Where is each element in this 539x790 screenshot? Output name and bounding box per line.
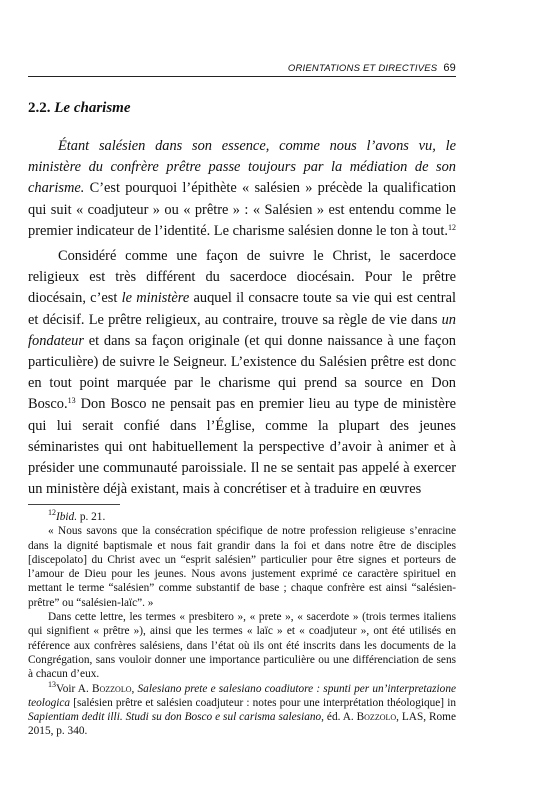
footnotes [28,510,456,739]
paragraph-2-text-b: auquel il consacre toute sa vie qui est central et décisif. Le prêtre religieux, au contraire, trouve sa règle de vie dans [28,290,456,328]
footnote-12-page: p. 21. [77,511,106,523]
section-number: 2.2. [28,100,51,116]
footnote-13-title-b: Sapientiam dedit illi. Studi su don Bosco e sul carisma salesiano [28,711,322,724]
page-number: 69 [443,62,456,74]
footnote-13-text-a: Voir A. [56,682,92,695]
paragraph-2-text-a: Considéré comme une façon de suivre le Christ, le sacerdoce religieux est très différent du sacerdoce diocésain. Pour le prêtre diocésain, c’est [28,248,456,307]
section-title: Le charisme [54,100,131,116]
paragraph-2 [28,246,456,500]
paragraph-1 [28,136,456,242]
footnote-13-text-c: [salésien prêtre et salésien coadjuteur : notes pour une interprétation théologique] in [70,696,456,709]
footnote-13 [28,679,456,739]
footnote-13-author-a: Bozzolo [91,682,132,695]
footnote-12-comment: Dans cette lettre, les termes « presbitero », « prete », « sacerdote » (trois termes italiens qui signifient « prêtre »), ainsi que les termes « laïc » et « coadjuteur », ont été utilisés en référence aux confrères salésiens, dans l’état où ils ont été inscrits dans les documents de la Congrégation, sans vouloir donner une importance particulière ou une différenciation de sens à chacun d’eux. [28,611,456,681]
footnote-13-title-a: Salesiano prete e salesiano coadiutore : spunti per un’interpretazione teologica [28,682,456,709]
footnote-12 [28,510,456,524]
header-rule [28,76,456,77]
footnote-13-text-d: , éd. A. [321,711,357,724]
paragraph-2-text-c: et dans sa façon originale (et qui donne naissance à une façon particulière) de suivre le Seigneur. L’existence du Salésien prêtre est donc en tout point marquée par le charisme qui prend sa source en Don Bosco. [28,332,456,413]
footnote-12-quote: « Nous savons que la consécration spécifique de notre profession religieuse s’enracine dans la dignité baptismale et nous fait grandir dans la foi et dans notre être de disciples [discepolato] du Christ avec un “esprit salésien” particulier pour être signes et porteurs de l’amour de Dieu pour les jeunes. Nous avons justement exprimé ce caractère spirituel en mettant le terme “salésien” comme substantif de base ; chaque confrère est ainsi “salésien-prêtre” ou “salésien-laïc”. » [28,525,456,609]
paragraph-1-italic: Étant salésien dans son essence, comme nous l’avons vu, le ministère du confrère prêtre passe toujours par la médiation de son charisme. [28,138,456,197]
footnote-ref-13: 13 [67,396,76,406]
footnote-separator [28,504,120,505]
running-head [28,62,456,74]
footnote-13-text-e: , LAS, Rome 2015, p. 340. [28,711,456,738]
footnote-13-number: 13 [48,679,56,689]
paragraph-2-italic-b: un fondateur [28,311,456,349]
footnote-13-text-b: , [131,682,138,695]
running-head-title: ORIENTATIONS ET DIRECTIVES [287,63,438,74]
paragraph-2-italic-a: le ministère [121,290,190,307]
footnote-ref-12: 12 [447,222,456,232]
paragraph-2-text-d: Don Bosco ne pensait pas en premier lieu au type de ministère qui lui serait confié dans l’Église, comme la plupart des jeunes séminaristes qui ont habituellement la perspective d’avoir à animer et à présider une communauté paroissiale. Il ne se sentait pas appelé à exercer un ministère déjà existant, mais à concrétiser et à traduire en œuvres [28,396,456,498]
paragraph-1-text: C’est pourquoi l’épithète « salésien » précède la qualification qui suit « coadjuteur » ou « prêtre » : « Salésien » est entendu comme le premier indicateur de l’identité. Le charisme salésien donne le ton à tout. [28,180,456,239]
section-heading [28,100,131,117]
footnote-12-number: 12 [48,508,56,517]
footnote-13-author-b: Bozzolo [356,711,397,724]
body-text [28,136,456,504]
footnote-12-ibid: Ibid. [56,511,78,523]
